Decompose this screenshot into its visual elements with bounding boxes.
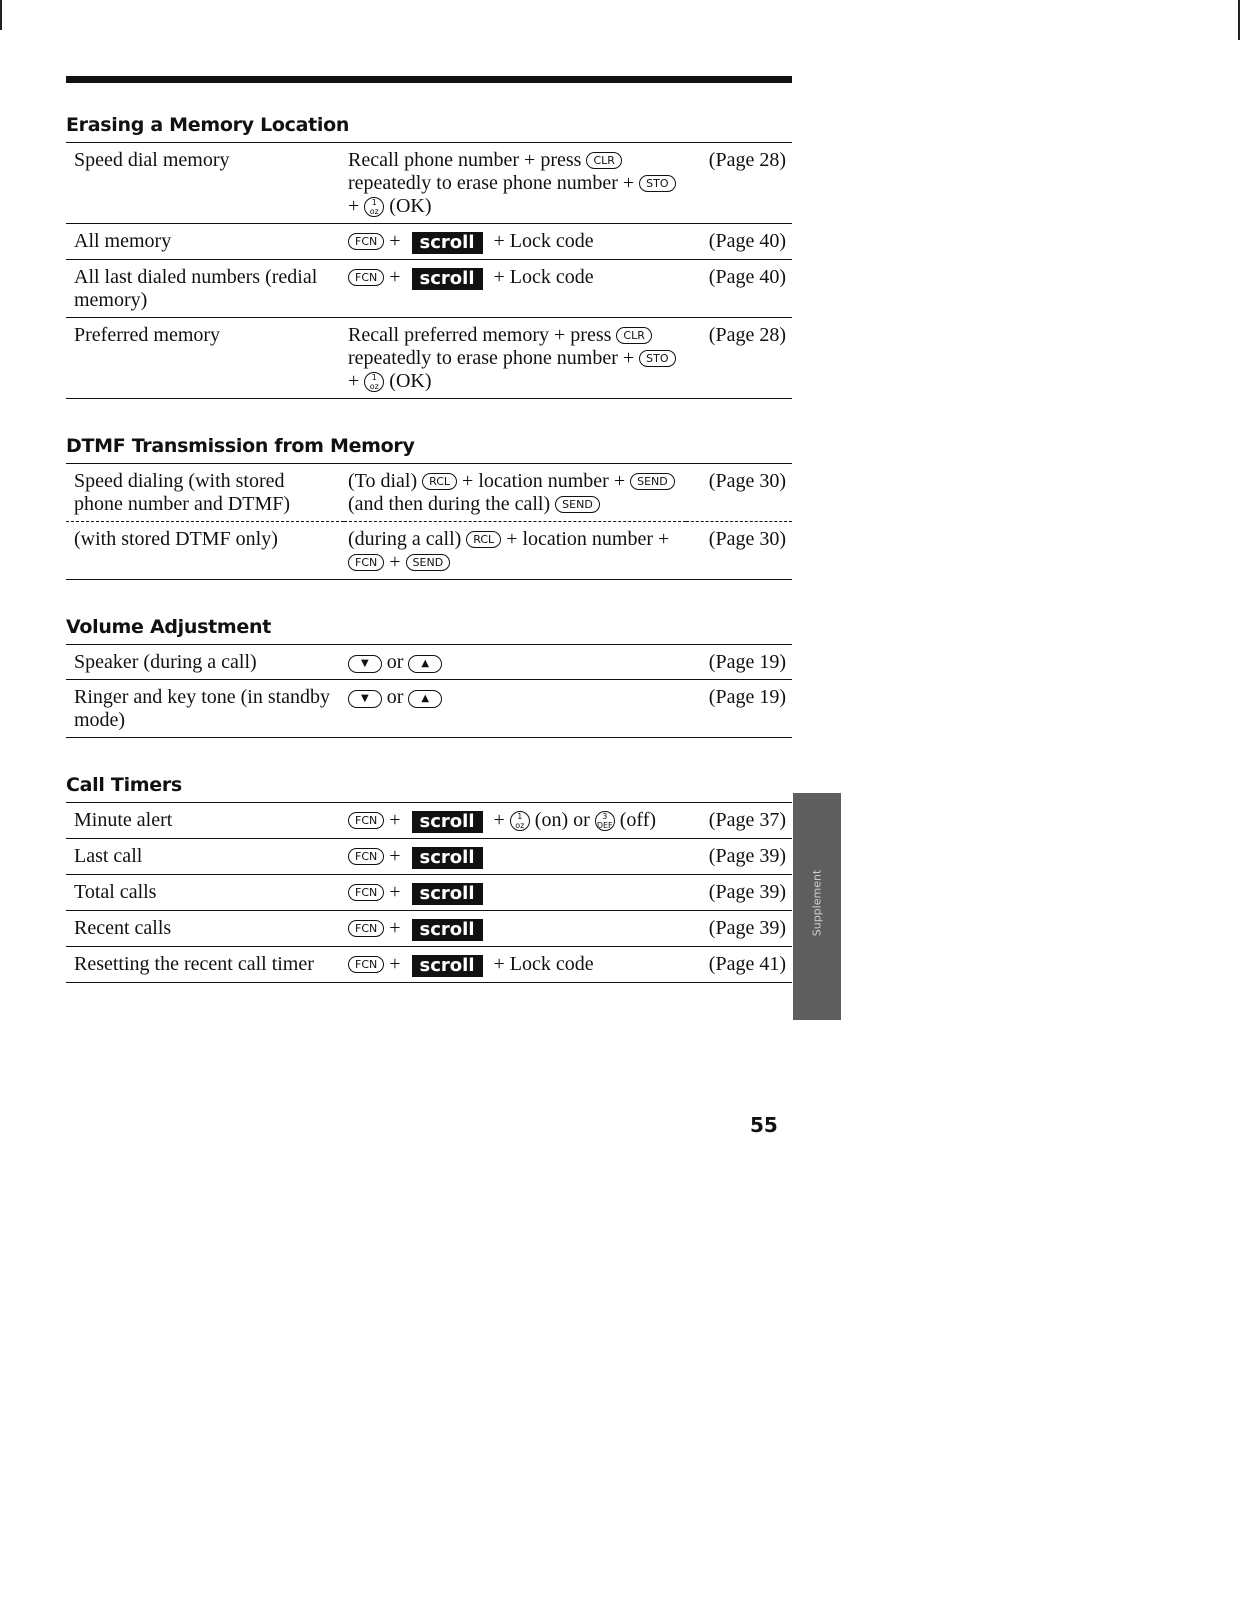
- section-title: Erasing a Memory Location: [66, 114, 350, 136]
- row-label: Resetting the recent call timer: [74, 953, 314, 975]
- key-icon: SEND: [406, 554, 451, 571]
- key-icon: ▲: [408, 690, 442, 708]
- row-page-ref: (Page 37): [708, 809, 786, 831]
- row-action: FCN + scroll + Lock code: [344, 224, 686, 260]
- section-title: Call Timers: [66, 774, 182, 796]
- row-page-ref: (Page 40): [708, 266, 786, 288]
- scan-edge-left: [0, 0, 2, 30]
- scroll-key-icon: scroll: [412, 232, 483, 254]
- row-label: All last dialed numbers (redial memory): [74, 266, 318, 311]
- table-row: [66, 680, 792, 738]
- row-action: ▼ or ▲: [344, 645, 686, 680]
- row-page-ref: (Page 39): [708, 917, 786, 939]
- key-icon: 3 DEF: [595, 811, 615, 831]
- table-row: [66, 911, 792, 947]
- row-label: Speed dial memory: [74, 149, 230, 171]
- row-page-ref: (Page 28): [708, 324, 786, 346]
- row-page-ref: (Page 19): [708, 686, 786, 708]
- scroll-key-icon: scroll: [412, 919, 483, 941]
- row-action: FCN + scroll + Lock code: [344, 947, 686, 983]
- key-icon: 1 oz: [510, 811, 530, 831]
- row-label: (with stored DTMF only): [74, 528, 278, 550]
- key-icon: ▼: [348, 655, 382, 673]
- key-icon: 1 oz: [364, 197, 384, 217]
- section-table: [66, 644, 792, 738]
- key-icon: CLR: [616, 327, 651, 344]
- scroll-key-icon: scroll: [412, 268, 483, 290]
- section-tab-label: Supplement: [810, 869, 824, 937]
- row-page-ref: (Page 39): [708, 881, 786, 903]
- table-row: [66, 143, 792, 224]
- reference-tables: [66, 100, 792, 983]
- table-row: [66, 839, 792, 875]
- key-icon: STO: [639, 175, 675, 192]
- header-rule: [66, 76, 792, 83]
- key-icon: FCN: [348, 884, 384, 901]
- table-row: [66, 464, 792, 522]
- key-icon: FCN: [348, 920, 384, 937]
- key-icon: CLR: [586, 152, 621, 169]
- table-row: [66, 947, 792, 983]
- row-label: Speed dialing (with stored phone number and DTMF): [74, 470, 291, 515]
- row-label: Preferred memory: [74, 324, 221, 346]
- key-icon: FCN: [348, 848, 384, 865]
- scroll-key-icon: scroll: [412, 883, 483, 905]
- row-action: (To dial) RCL + location number + SEND (and then during the call) SEND: [344, 464, 686, 522]
- table-row: [66, 803, 792, 839]
- section-tab: [793, 793, 841, 1020]
- table-row: [66, 224, 792, 260]
- table-row: [66, 875, 792, 911]
- key-icon: RCL: [466, 531, 501, 548]
- section-table: [66, 142, 792, 399]
- row-action: FCN + scroll + 1 oz (on) or 3 DEF (off): [344, 803, 686, 839]
- row-action: FCN + scroll: [344, 839, 686, 875]
- key-icon: ▲: [408, 655, 442, 673]
- section-table: [66, 802, 792, 983]
- row-action: FCN + scroll: [344, 875, 686, 911]
- page-number: 55: [750, 1113, 778, 1137]
- section-title: Volume Adjustment: [66, 616, 271, 638]
- row-action: FCN + scroll + Lock code: [344, 260, 686, 318]
- row-page-ref: (Page 30): [708, 470, 786, 492]
- key-icon: SEND: [555, 496, 600, 513]
- key-icon: ▼: [348, 690, 382, 708]
- key-icon: 1 oz: [364, 372, 384, 392]
- table-row: [66, 522, 792, 580]
- scan-edge-right: [1238, 0, 1240, 40]
- row-label: Recent calls: [74, 917, 172, 939]
- table-row: [66, 645, 792, 680]
- row-page-ref: (Page 28): [708, 149, 786, 171]
- row-action: Recall preferred memory + press CLR repeatedly to erase phone number + STO + 1 oz (OK): [344, 318, 686, 399]
- key-icon: FCN: [348, 812, 384, 829]
- row-label: Speaker (during a call): [74, 651, 257, 673]
- key-icon: STO: [639, 350, 675, 367]
- key-icon: FCN: [348, 233, 384, 250]
- key-icon: SEND: [630, 473, 675, 490]
- key-icon: FCN: [348, 269, 384, 286]
- row-label: Total calls: [74, 881, 157, 903]
- row-label: All memory: [74, 230, 172, 252]
- row-action: Recall phone number + press CLR repeatedly to erase phone number + STO + 1 oz (OK): [344, 143, 686, 224]
- key-icon: RCL: [422, 473, 457, 490]
- row-page-ref: (Page 19): [708, 651, 786, 673]
- row-action: ▼ or ▲: [344, 680, 686, 738]
- table-row: [66, 318, 792, 399]
- key-icon: FCN: [348, 956, 384, 973]
- row-label: Last call: [74, 845, 143, 867]
- section-table: [66, 463, 792, 580]
- key-icon: FCN: [348, 554, 384, 571]
- scroll-key-icon: scroll: [412, 847, 483, 869]
- row-page-ref: (Page 40): [708, 230, 786, 252]
- table-row: [66, 260, 792, 318]
- scroll-key-icon: scroll: [412, 955, 483, 977]
- row-label: Ringer and key tone (in standby mode): [74, 686, 331, 731]
- row-action: (during a call) RCL + location number + FCN + SEND: [348, 528, 670, 573]
- row-page-ref: (Page 39): [708, 845, 786, 867]
- row-label: Minute alert: [74, 809, 173, 831]
- row-page-ref: (Page 30): [708, 528, 786, 550]
- scroll-key-icon: scroll: [412, 811, 483, 833]
- section-title: DTMF Transmission from Memory: [66, 435, 415, 457]
- row-page-ref: (Page 41): [708, 953, 786, 975]
- row-action: FCN + scroll: [344, 911, 686, 947]
